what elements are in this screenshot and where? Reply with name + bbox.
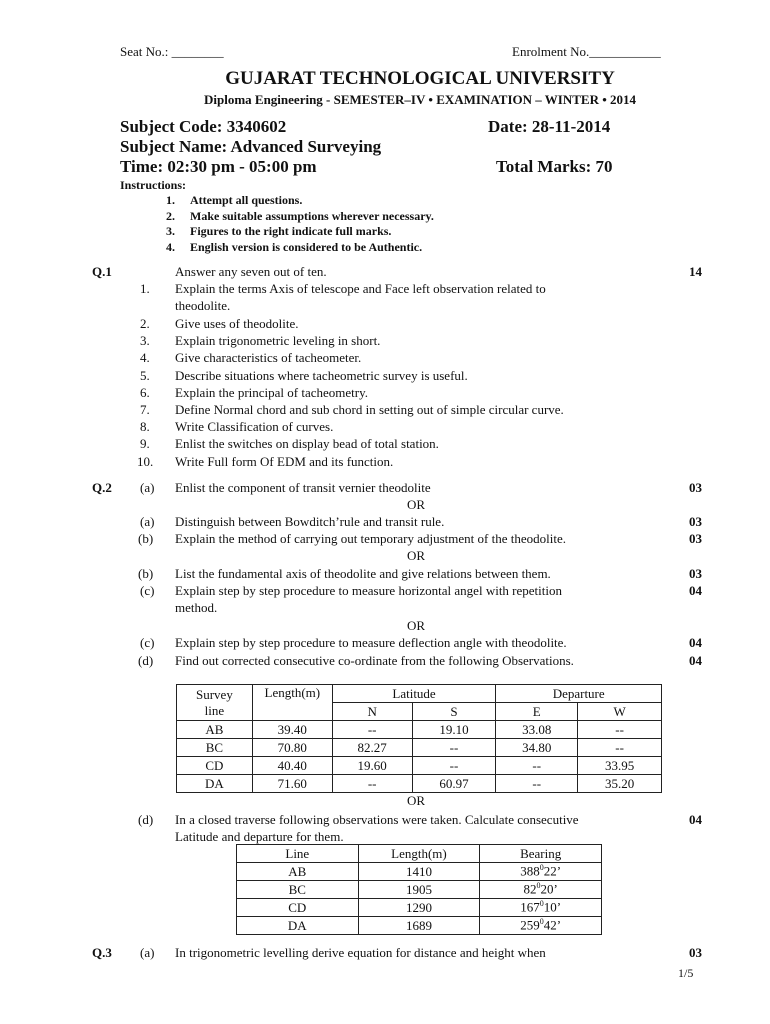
table-cell: --	[332, 721, 412, 739]
table-cell: AB	[177, 721, 253, 739]
item-number: 7.	[140, 402, 150, 417]
q2-c-alt-text: Explain step by step procedure to measure deflection angle with theodolite.	[175, 635, 567, 650]
item-number: 2.	[140, 316, 150, 331]
table-cell: 82.27	[332, 739, 412, 757]
bearing-degrees: 259	[520, 917, 540, 933]
table-cell: 33.08	[496, 721, 578, 739]
part-label: (c)	[140, 583, 155, 598]
marks: 04	[689, 812, 702, 827]
header-cell: Length(m)	[252, 685, 332, 721]
table-cell: DA	[177, 775, 253, 793]
q1-item-text: Give characteristics of tacheometer.	[175, 350, 362, 365]
q2-a-text: Enlist the component of transit vernier theodolite	[175, 480, 431, 495]
question-label: Q.1	[92, 264, 112, 279]
table-cell: AB	[237, 863, 359, 881]
item-number: 4.	[140, 350, 150, 365]
q1-item-text: Explain the principal of tacheometry.	[175, 385, 369, 400]
item-number: 10.	[137, 454, 154, 469]
q1-item-text: Define Normal chord and sub chord in setting out of simple circular curve.	[175, 402, 564, 417]
header-line: line	[204, 702, 225, 718]
item-number: 5.	[140, 368, 150, 383]
instruction-number: 3.	[166, 224, 175, 238]
q2-d-alt-text-cont: Latitude and departure for them.	[175, 829, 344, 844]
header-cell: S	[412, 703, 496, 721]
table-cell: CD	[237, 899, 359, 917]
instruction-text: Attempt all questions.	[190, 193, 303, 207]
q2-b-alt-text: List the fundamental axis of theodolite and give relations between them.	[175, 566, 551, 581]
part-label: (d)	[138, 653, 154, 668]
q2-b-text: Explain the method of carrying out temporary adjustment of the theodolite.	[175, 531, 566, 546]
marks: 04	[689, 635, 702, 650]
table-cell: 71.60	[252, 775, 332, 793]
q2-d-alt-text: In a closed traverse following observations were taken. Calculate consecutive	[175, 812, 579, 827]
degree-mark: 0	[539, 899, 544, 909]
university-title: GUJARAT TECHNOLOGICAL UNIVERSITY	[225, 68, 615, 89]
question-label: Q.2	[92, 480, 112, 495]
part-label: (d)	[138, 812, 154, 827]
part-label: (b)	[138, 531, 154, 546]
q1-item-text: Write Full form Of EDM and its function.	[175, 454, 394, 469]
question-label: Q.3	[92, 945, 112, 960]
exam-line: Diploma Engineering - SEMESTER–IV • EXAMINATION – WINTER • 2014	[203, 92, 637, 107]
header-cell	[177, 685, 253, 721]
table-cell: CD	[177, 757, 253, 775]
instructions-label: Instructions:	[120, 178, 187, 192]
q2-a-alt-text: Distinguish between Bowditch’rule and transit rule.	[175, 514, 445, 529]
item-number: 8.	[140, 419, 150, 434]
degree-mark: 0	[536, 881, 541, 891]
part-label: (b)	[138, 566, 154, 581]
page-number: 1/5	[678, 966, 694, 980]
table-row	[237, 863, 602, 881]
item-number: 6.	[140, 385, 150, 400]
table-header-row	[177, 685, 662, 703]
or-separator: OR	[407, 618, 426, 633]
marks: 03	[689, 566, 702, 581]
q2-c-text-cont: method.	[175, 600, 218, 615]
table-row	[177, 775, 662, 793]
header-cell: W	[578, 703, 662, 721]
part-label: (a)	[140, 480, 155, 495]
marks: 03	[689, 480, 702, 495]
table-cell: --	[496, 775, 578, 793]
table-cell	[480, 899, 602, 917]
table-cell	[480, 917, 602, 935]
table-cell: 1905	[358, 881, 480, 899]
table-cell: 33.95	[578, 757, 662, 775]
q3-a-text: In trigonometric levelling derive equation for distance and height when	[175, 945, 546, 960]
header-cell: E	[496, 703, 578, 721]
table-cell	[480, 863, 602, 881]
marks: 03	[689, 945, 702, 960]
q1-item-text: Enlist the switches on display bead of total station.	[175, 436, 439, 451]
table-cell: --	[578, 739, 662, 757]
table-cell: 19.10	[412, 721, 496, 739]
table-cell: 19.60	[332, 757, 412, 775]
q1-item-text: Describe situations where tacheometric survey is useful.	[175, 368, 468, 383]
instruction-number: 2.	[166, 209, 175, 223]
table-row	[237, 917, 602, 935]
table-cell: --	[412, 757, 496, 775]
bearing-minutes: 20’	[540, 881, 558, 897]
seat-number-field: Seat No.: ________	[120, 44, 224, 59]
q2-c-text: Explain step by step procedure to measure horizontal angel with repetition	[175, 583, 562, 598]
item-number: 3.	[140, 333, 150, 348]
total-marks: Total Marks: 70	[496, 157, 613, 176]
table-row	[237, 899, 602, 917]
instruction-text: English version is considered to be Authentic.	[190, 240, 423, 254]
bearing-minutes: 22’	[543, 863, 562, 879]
table-cell: --	[578, 721, 662, 739]
item-number: 9.	[140, 436, 150, 451]
table-cell: --	[496, 757, 578, 775]
marks: 03	[689, 514, 702, 529]
part-label: (c)	[140, 635, 155, 650]
table-cell: BC	[237, 881, 359, 899]
q1-item-text: Explain trigonometric leveling in short.	[175, 333, 381, 348]
or-separator: OR	[407, 548, 426, 563]
q1-item-text: Write Classification of curves.	[175, 419, 334, 434]
traverse-table	[176, 684, 662, 793]
header-cell: Line	[237, 845, 359, 863]
header-cell: Length(m)	[358, 845, 480, 863]
bearing-degrees: 388	[520, 863, 540, 879]
table-cell: 1689	[358, 917, 480, 935]
table-cell: 40.40	[252, 757, 332, 775]
table-row	[177, 757, 662, 775]
table-cell: 34.80	[496, 739, 578, 757]
header-cell: Latitude	[332, 685, 496, 703]
bearing-table	[236, 844, 602, 935]
exam-date: Date: 28-11-2014	[488, 117, 611, 136]
degree-mark: 0	[539, 863, 544, 873]
q2-d-text: Find out corrected consecutive co-ordinate from the following Observations.	[175, 653, 574, 668]
table-cell: 35.20	[578, 775, 662, 793]
q1-item-text: Explain the terms Axis of telescope and Face left observation related to	[175, 281, 546, 296]
q1-marks: 14	[689, 264, 702, 279]
or-separator: OR	[407, 793, 426, 808]
table-cell: 1410	[358, 863, 480, 881]
table-cell: --	[332, 775, 412, 793]
table-row	[237, 881, 602, 899]
marks: 04	[689, 583, 702, 598]
table-cell: BC	[177, 739, 253, 757]
bearing-degrees: 167	[520, 899, 540, 915]
q1-intro: Answer any seven out of ten.	[175, 264, 327, 279]
table-cell: DA	[237, 917, 359, 935]
item-number: 1.	[140, 281, 150, 296]
degree-mark: 0	[539, 917, 544, 927]
enrolment-number-field: Enrolment No.___________	[512, 44, 661, 59]
exam-time: Time: 02:30 pm - 05:00 pm	[120, 157, 317, 176]
header-cell: Bearing	[480, 845, 602, 863]
table-cell: --	[412, 739, 496, 757]
instruction-text: Make suitable assumptions wherever necessary.	[190, 209, 434, 223]
table-row	[177, 739, 662, 757]
bearing-minutes: 10’	[543, 899, 562, 915]
header-survey: Survey	[196, 686, 233, 702]
subject-code: Subject Code: 3340602	[120, 117, 287, 136]
q1-item-text: Give uses of theodolite.	[175, 316, 299, 331]
table-header-row	[237, 845, 602, 863]
table-cell: 39.40	[252, 721, 332, 739]
q1-item-text-cont: theodolite.	[175, 298, 231, 313]
table-cell: 60.97	[412, 775, 496, 793]
part-label: (a)	[140, 945, 155, 960]
header-cell: N	[332, 703, 412, 721]
table-cell: 1290	[358, 899, 480, 917]
header-cell: Departure	[496, 685, 662, 703]
table-cell: 70.80	[252, 739, 332, 757]
bearing-degrees: 82	[523, 881, 537, 897]
table-row	[177, 721, 662, 739]
bearing-minutes: 42’	[543, 917, 562, 933]
instruction-number: 4.	[166, 240, 175, 254]
marks: 03	[689, 531, 702, 546]
instruction-text: Figures to the right indicate full marks.	[190, 224, 392, 238]
or-separator: OR	[407, 497, 426, 512]
table-cell	[480, 881, 602, 899]
subject-name: Subject Name: Advanced Surveying	[120, 137, 382, 156]
instruction-number: 1.	[166, 193, 175, 207]
part-label: (a)	[140, 514, 155, 529]
marks: 04	[689, 653, 702, 668]
